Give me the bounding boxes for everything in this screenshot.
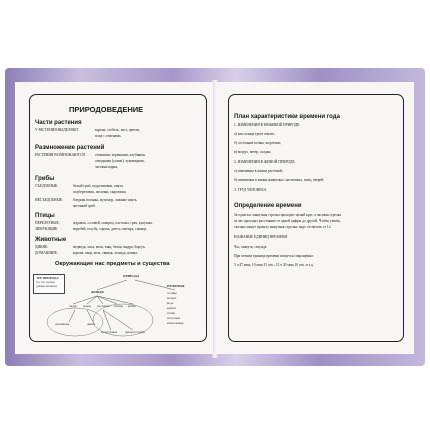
node-cultivated: культурные <box>101 330 118 334</box>
not-nature-note: руками человека) <box>36 285 57 288</box>
plan-line: б) изменения в жизни животных: насекомых, птиц, зверей. <box>234 178 324 182</box>
node-wild: дикие <box>87 322 96 326</box>
row-label: ЗИМУЮЩИЕ: <box>35 227 59 231</box>
row-text: частями корня. <box>95 165 118 169</box>
nonliving-item: воздух <box>167 296 177 300</box>
section-heading-mushrooms: Грибы <box>35 176 55 182</box>
time-line: При чтении единица времени пишутся сокращенно: <box>234 254 314 258</box>
node-wild-plants: дикорастущие <box>125 330 145 334</box>
node-domestic: домашние <box>55 322 70 326</box>
nonliving-item: почва <box>167 311 175 315</box>
row-label: ДИКИЕ: <box>35 245 49 249</box>
row-label: СЪЕДОБНЫЕ: <box>35 184 59 188</box>
nonliving-item: солнце <box>167 291 177 295</box>
row-text: корова, овца, коза, свинья, лошадь, кошка. <box>73 251 138 255</box>
plan-line: 1. ИЗМЕНЕНИЯ В НЕЖИВОЙ ПРИРОДЕ: <box>234 123 301 127</box>
row-text: плод с семенами. <box>95 134 122 138</box>
row-text: желчный гриб. <box>73 204 96 208</box>
plan-line: 3. ТРУД ЧЕЛОВЕКА. <box>234 188 268 192</box>
section-heading-season-plan: План характеристики времени года <box>234 114 340 120</box>
row-text: журавль, соловей, скворец, ласточка, грач, кукушка. <box>73 221 153 225</box>
node-birds: птицы <box>114 304 123 308</box>
node-beasts: звери <box>83 304 91 308</box>
page-title: ПРИРОДОВЕДЕНИЕ <box>69 105 144 114</box>
time-line: Час, минута, секунда. <box>234 245 268 249</box>
plan-line: в) воздух, ветер, осадки. <box>234 150 272 154</box>
row-text: подберезовик, лисички, сыроежки. <box>73 190 127 194</box>
node-nature: ПРИРОДА <box>123 274 140 278</box>
time-line: сколько минут прошло минутная стрелка, надо отсчитать от 12. <box>234 225 332 229</box>
nonliving-item: камни <box>167 306 176 310</box>
section-heading-reproduction: Размножение растений <box>35 145 105 151</box>
row-label: НЕСЪЕДОБНЫЕ: <box>35 198 63 202</box>
node-nonliving: НЕЖИВАЯ <box>167 284 185 288</box>
row-text: белый гриб, подосиновик, опята, <box>73 184 124 188</box>
node-people: люди <box>69 304 77 308</box>
row-text: корень, стебель, лист, цветок, <box>95 128 141 132</box>
time-line: 3 ч 47 мин; 10 мин 15 сек.; 12 ч 30 мин 10 сек. и т.д. <box>234 263 314 267</box>
section-heading-birds: Птицы <box>35 213 55 219</box>
not-nature-title: НЕ ПРИРОДА <box>37 276 59 280</box>
node-living: ЖИВАЯ <box>91 290 104 294</box>
row-label: У РАСТЕНИЯ ВЫДЕЛЯЮТ <box>35 128 79 132</box>
nonliving-item: ископаемые <box>167 321 184 325</box>
left-page <box>15 82 213 354</box>
row-text: бледная поганка, мухомор, ложные опята, <box>73 198 138 202</box>
section-heading-animals: Животные <box>35 237 67 243</box>
row-text: семенами, черенками, клубнями, <box>95 153 146 157</box>
not-nature-note: (то, что сделано <box>36 281 56 284</box>
row-text: отводками (усами), луковицами, <box>95 159 145 163</box>
plan-line: б) состояние почвы, водоемов; <box>234 141 281 145</box>
diagram-heading: Окружающие нас предметы и существа <box>55 261 170 267</box>
nonliving-item: полезные <box>167 316 181 320</box>
time-line: За один час минутная стрелка проходит целый круг, а часовая стрелка <box>234 213 342 217</box>
time-line: НАЗВАНИЕ ЕДИНИЦ ВРЕМЕНИ <box>234 235 288 239</box>
row-label: ПЕРЕЛЕТНЫЕ: <box>35 221 60 225</box>
plan-line: а) изменения в жизни растений; <box>234 169 283 173</box>
row-text: воробей, голубь, сорока, дятел, снегирь, синица. <box>73 227 147 231</box>
row-label: РАСТЕНИЯ РАЗМНОЖАЮТСЯ <box>35 153 85 157</box>
row-text: медведь, лиса, волк, заяц, белка, выдра, барсук. <box>73 245 146 249</box>
plan-line: 2. ИЗМЕНЕНИЯ В ЖИВОЙ ПРИРОДЕ: <box>234 160 296 164</box>
row-label: ДОМАШНИЕ: <box>35 251 58 255</box>
nonliving-item: вода <box>167 301 174 305</box>
section-heading-plant-parts: Части растения <box>35 120 82 126</box>
node-plants: растения <box>97 304 110 308</box>
node-fish: рыбы <box>128 304 136 308</box>
plan-line: а) как солнце греет землю; <box>234 132 275 136</box>
diagram-connectors <box>15 82 213 354</box>
section-heading-time: Определение времени <box>234 203 302 209</box>
right-page <box>216 82 414 354</box>
time-line: за час проходит расстояние от одной цифры до другой. Чтобы узнать, <box>234 219 341 223</box>
